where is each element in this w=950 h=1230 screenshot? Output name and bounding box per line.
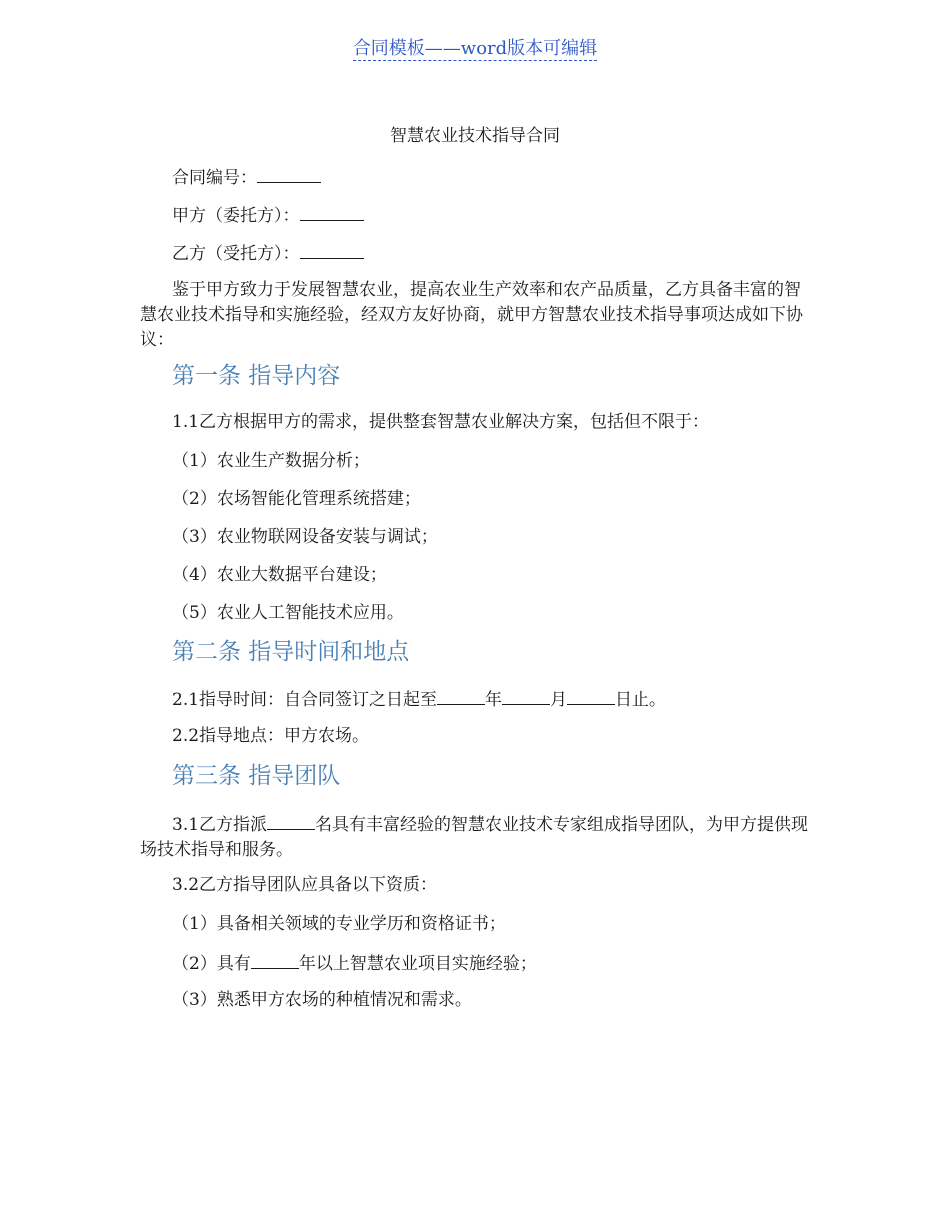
year-blank — [437, 686, 485, 705]
day-blank — [567, 686, 615, 705]
intro-paragraph — [140, 278, 812, 353]
article-1-heading: 第一条 指导内容 — [172, 363, 341, 389]
article-3-item-2-prefix: （2）具有 — [172, 954, 251, 974]
clause-2-1 — [172, 686, 666, 712]
article-3-item-3: （3）熟悉甲方农场的种植情况和需求。 — [172, 990, 472, 1010]
party-a-line — [172, 202, 364, 228]
clause-1-1: 1.1乙方根据甲方的需求，提供整套智慧农业解决方案，包括但不限于： — [172, 412, 710, 432]
article-2-heading: 第二条 指导时间和地点 — [172, 639, 410, 665]
clause-2-2: 2.2指导地点：甲方农场。 — [172, 726, 370, 746]
year-label: 年 — [485, 690, 503, 710]
years-blank — [251, 950, 299, 969]
clause-2-1-prefix: 2.1指导时间：自合同签订之日起至 — [172, 690, 438, 710]
clause-3-2: 3.2乙方指导团队应具备以下资质： — [172, 875, 438, 895]
month-label: 月 — [550, 690, 568, 710]
article-3-item-2 — [172, 950, 537, 976]
contract-number-label: 合同编号： — [172, 168, 257, 188]
intro-text: 鉴于甲方致力于发展智慧农业，提高农业生产效率和农产品质量，乙方具备丰富的智慧农业技术指导和实施经验，经双方友好协商，就甲方智慧农业技术指导事项达成如下协议： — [140, 280, 803, 350]
article-3-heading: 第三条 指导团队 — [172, 763, 341, 789]
party-a-label: 甲方（委托方）： — [172, 206, 300, 226]
clause-3-1-prefix: 3.1乙方指派 — [172, 815, 268, 835]
article-1-item-2: （2）农场智能化管理系统搭建； — [172, 489, 421, 509]
contract-number-line — [172, 164, 321, 190]
document-title: 智慧农业技术指导合同 — [390, 126, 560, 146]
party-b-blank — [300, 240, 364, 259]
party-b-line — [172, 240, 364, 266]
article-1-item-5: （5）农业人工智能技术应用。 — [172, 603, 404, 623]
clause-3-1-suffix: 名具有丰富经验的智慧农业技术专家组成指导团队，为甲方提供现场技术指导和服务。 — [140, 815, 809, 860]
article-1-item-4: （4）农业大数据平台建设； — [172, 565, 387, 585]
party-b-label: 乙方（受托方）： — [172, 244, 300, 264]
clause-3-1 — [140, 811, 812, 863]
month-blank — [502, 686, 550, 705]
contract-number-blank — [257, 164, 321, 183]
expert-count-blank — [267, 811, 315, 830]
article-3-item-2-suffix: 年以上智慧农业项目实施经验； — [298, 954, 537, 974]
article-3-item-1: （1）具备相关领域的专业学历和资格证书； — [172, 914, 506, 934]
article-1-item-1: （1）农业生产数据分析； — [172, 451, 370, 471]
template-header — [0, 36, 950, 62]
day-label: 日止。 — [615, 690, 667, 710]
party-a-blank — [300, 202, 364, 221]
template-link[interactable]: 合同模板——word版本可编辑 — [352, 38, 598, 59]
article-1-item-3: （3）农业物联网设备安装与调试； — [172, 527, 438, 547]
